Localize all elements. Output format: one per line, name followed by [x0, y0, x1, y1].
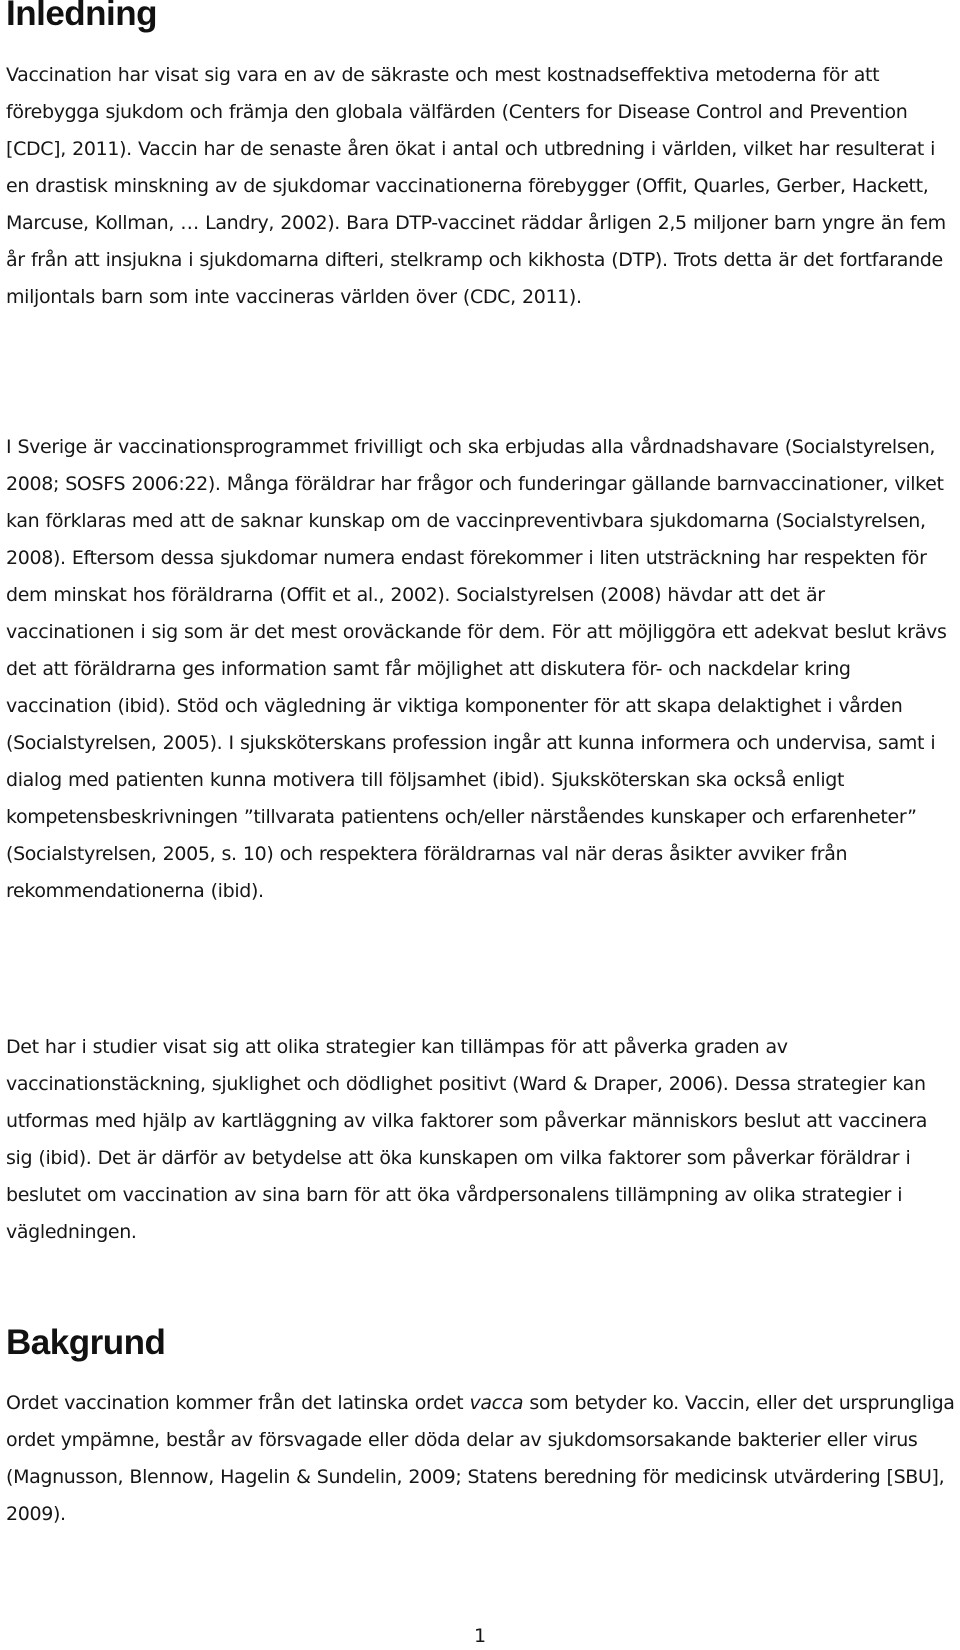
- paragraph-background: [6, 1385, 956, 1533]
- paragraph-intro-text: Vaccination har visat sig vara en av de säkraste och mest kostnadseffektiva metoderna för att förebygga sjukdom och främja den globala välfärden (Centers for Disease Control and Prevention [CDC], 2011). Vaccin har de senaste åren ökat i antal och utbredning i världen, vilket har resulterat i en drastisk minskning av de sjukdomar vaccinationerna förebygger (Offit, Quarles, Gerber, Hackett, Marcuse, Kollman, … Landry, 2002). Bara DTP-vaccinet räddar årligen 2,5 miljoner barn yngre än fem år från att insjukna i sjukdomarna difteri, stelkramp och kikhosta (DTP). Trots detta är det fortfarande miljontals barn som inte vaccineras världen över (CDC, 2011).: [6, 64, 946, 308]
- paragraph-intro: [6, 57, 956, 316]
- paragraph-sweden-text: I Sverige är vaccinationsprogrammet frivilligt och ska erbjudas alla vårdnadshavare (Socialstyrelsen, 2008; SOSFS 2006:22). Många föräldrar har frågor och funderingar gällande barnvaccinationer, vilket kan förklaras med att de saknar kunskap om de vaccinpreventivbara sjukdomarna (Socialstyrelsen, 2008). Eftersom dessa sjukdomar numera endast förekommer i liten utsträckning har respekten för dem minskat hos föräldrarna (Offit et al., 2002). Socialstyrelsen (2008) hävdar att det är vaccinationen i sig som är det mest oroväckande för dem. För att möjliggöra ett adekvat beslut krävs det att föräldrarna ges information samt får möjlighet att diskutera för- och nackdelar kring vaccination (ibid). Stöd och vägledning är viktiga komponenter för att skapa delaktighet i vården (Socialstyrelsen, 2005). I sjuksköterskans profession ingår att kunna informera och undervisa, samt i dialog med patienten kunna motivera till följsamhet (ibid). Sjuksköterskan ska också enligt kompetensbeskrivningen ”tillvarata patientens och/eller närståendes kunskaper och erfarenheter” (Socialstyrelsen, 2005, s. 10) och respektera föräldrarnas val när deras åsikter avviker från rekommendationerna (ibid).: [6, 436, 947, 902]
- paragraph-background-text-end: som betyder ko. Vaccin, eller det ursprungliga ordet ympämne, består av försvagade eller döda delar av sjukdomsorsakande bakterier eller virus (Magnusson, Blennow, Hagelin & Sundelin, 2009; Statens beredning för medicinsk utvärdering [SBU], 2009).: [6, 1392, 955, 1525]
- paragraph-sweden: [6, 429, 956, 910]
- paragraph-strategies-text: Det har i studier visat sig att olika strategier kan tillämpas för att påverka graden av vaccinationstäckning, sjuklighet och dödlighet positivt (Ward & Draper, 2006). Dessa strategier kan utformas med hjälp av kartläggning av vilka faktorer som påverkar människors beslut att vaccinera sig (ibid). Det är därför av betydelse att öka kunskapen om vilka faktorer som påverkar föräldrar i beslutet om vaccination av sina barn för att öka vårdpersonalens tillämpning av olika strategier i vägledningen.: [6, 1036, 928, 1243]
- heading-inledning: Inledning: [6, 0, 158, 33]
- paragraph-background-italic-term: vacca: [469, 1392, 524, 1414]
- paragraph-strategies: [6, 1029, 956, 1251]
- paragraph-background-text-start: Ordet vaccination kommer från det latinska ordet: [6, 1392, 470, 1414]
- heading-bakgrund: Bakgrund: [6, 1323, 166, 1362]
- page-number: 1: [473, 1625, 487, 1647]
